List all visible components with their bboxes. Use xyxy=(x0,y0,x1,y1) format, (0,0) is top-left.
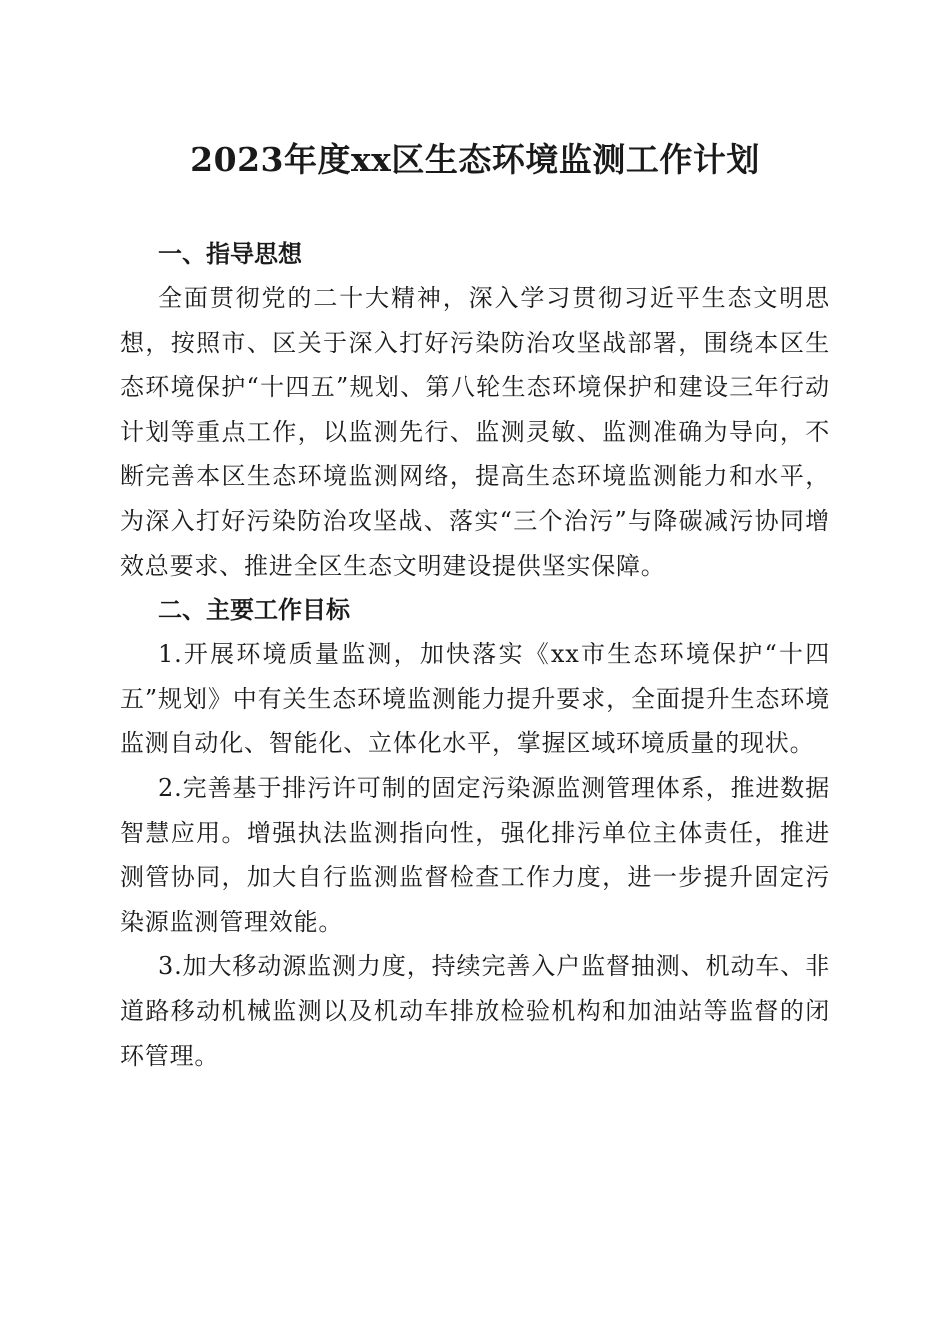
paragraph-goal-3: 3.加大移动源监测力度，持续完善入户监督抽测、机动车、非道路移动机械监测以及机动车排放检验机构和加油站等监督的闭环管理。 xyxy=(120,952,830,1070)
section-heading-guiding-ideology: 一、指导思想 xyxy=(158,240,302,268)
paragraph-guiding-ideology: 全面贯彻党的二十大精神，深入学习贯彻习近平生态文明思想，按照市、区关于深入打好污染防治攻坚战部署，围绕本区生态环境保护“十四五”规划、第八轮生态环境保护和建设三年行动计划等重点工作，以监测先行、监测灵敏、监测准确为导向，不断完善本区生态环境监测网络，提高生态环境监测能力和水平，为深入打好污染防治攻坚战、落实“三个治污”与降碳减污协同增效总要求、推进全区生态文明建设提供坚实保障。 xyxy=(120,284,830,580)
section-heading-main-goals: 二、主要工作目标 xyxy=(158,596,350,625)
page-title: 2023年度xx区生态环境监测工作计划 xyxy=(190,140,760,179)
paragraph-goal-1: 1.开展环境质量监测，加快落实《xx市生态环境保护“十四五”规划》中有关生态环境监测能力提升要求，全面提升生态环境监测自动化、智能化、立体化水平，掌握区域环境质量的现状。 xyxy=(120,640,830,758)
document-body xyxy=(120,232,830,1078)
paragraph-goal-2: 2.完善基于排污许可制的固定污染源监测管理体系，推进数据智慧应用。增强执法监测指向性，强化排污单位主体责任，推进测管协同，加大自行监测监督检查工作力度，进一步提升固定污染源监测管理效能。 xyxy=(120,773,830,936)
